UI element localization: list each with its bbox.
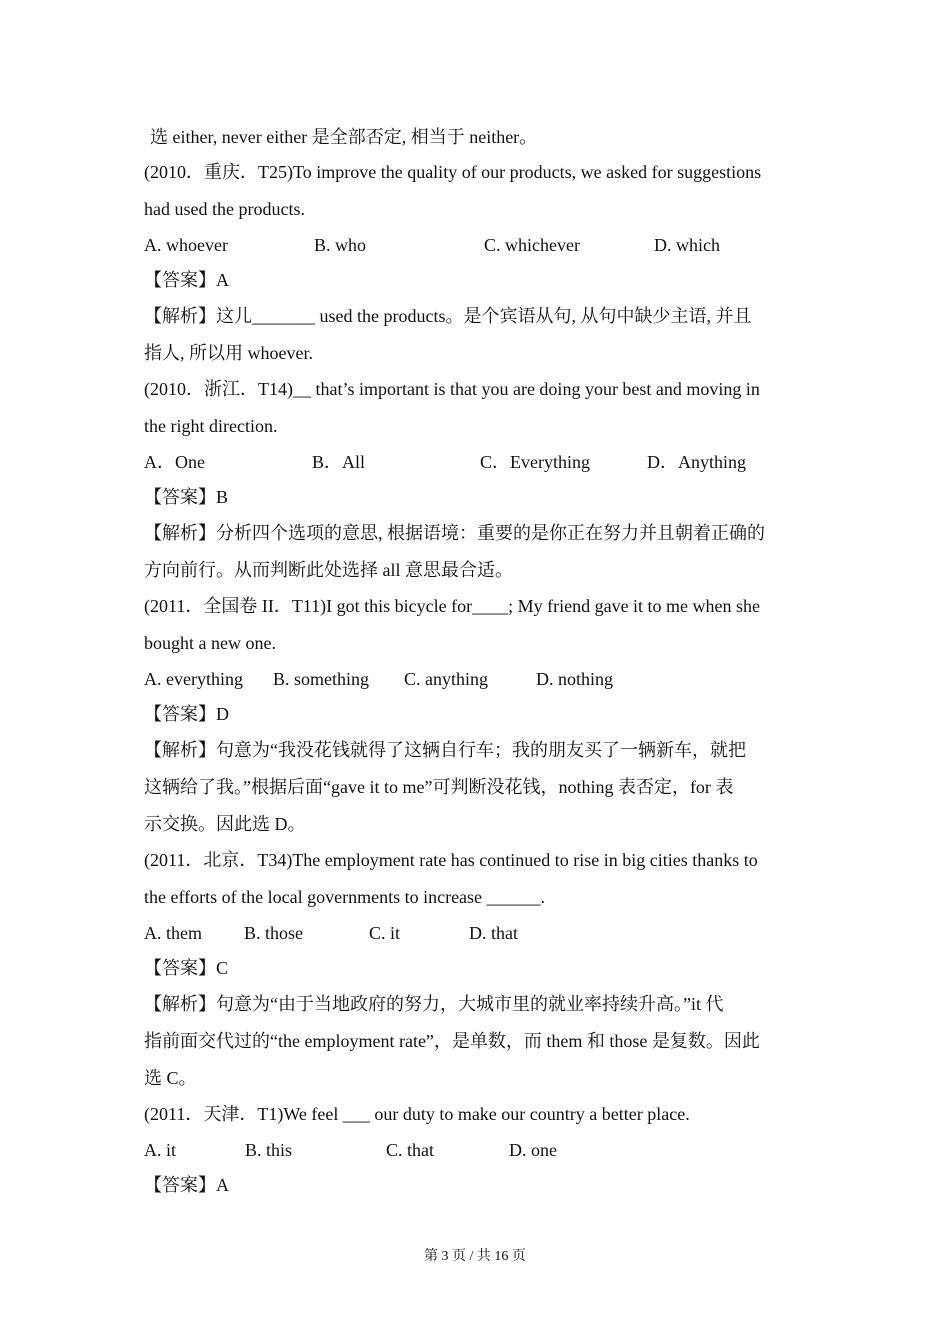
analysis-line: 指人, 所以用 whoever. (144, 343, 313, 363)
analysis-line: 选 C。 (144, 1068, 197, 1088)
question-line: (2011．天津．T1)We feel ___ our duty to make our country a better place. (144, 1104, 690, 1124)
analysis-line: 指前面交代过的“the employment rate”，是单数，而 them 和 those 是复数。因此 (144, 1031, 760, 1051)
option-b: B. those (244, 923, 304, 943)
option-d: D. nothing (536, 669, 614, 689)
analysis-line: 这辆给了我。”根据后面“gave it to me”可判断没花钱，nothing 表否定，for 表 (144, 777, 734, 797)
option-c: C. anything (404, 669, 488, 689)
question-line: (2011．北京．T34)The employment rate has continued to rise in big cities thanks to (144, 850, 758, 870)
question-line: bought a new one. (144, 633, 276, 653)
option-c: C. whichever (484, 235, 580, 255)
answer-line: 【答案】C (144, 958, 229, 978)
option-a: A. everything (144, 669, 243, 689)
option-d: D．Anything (647, 452, 746, 472)
analysis-line: 【解析】句意为“由于当地政府的努力，大城市里的就业率持续升高。”it 代 (144, 994, 724, 1014)
text-line: 选 either, never either 是全部否定, 相当于 neither。 (150, 127, 538, 147)
answer-line: 【答案】A (144, 1175, 229, 1195)
question-line: (2010．重庆．T25)To improve the quality of our products, we asked for suggestions (144, 162, 762, 182)
option-c: C. that (386, 1140, 434, 1160)
answer-line: 【答案】A (144, 270, 229, 290)
analysis-line: 方向前行。从而判断此处选择 all 意思最合适。 (144, 560, 513, 580)
analysis-line: 【解析】这儿_______ used the products。是个宾语从句, 从句中缺少主语, 并且 (144, 306, 752, 326)
option-c: C. it (369, 923, 401, 943)
option-a: A. it (144, 1140, 177, 1160)
option-d: D. one (509, 1140, 557, 1160)
option-d: D. which (654, 235, 720, 255)
question-line: the efforts of the local governments to increase ______. (144, 887, 546, 907)
option-a: A．One (144, 452, 205, 472)
question-line: (2011．全国卷 II．T11)I got this bicycle for____; My friend gave it to me when she (144, 596, 761, 616)
option-c: C．Everything (480, 452, 590, 472)
option-b: B. this (245, 1140, 293, 1160)
option-b: B. something (273, 669, 370, 689)
page-footer: 第 3 页 / 共 16 页 (424, 1249, 526, 1264)
question-line: (2010．浙江．T14)__ that’s important is that you are doing your best and moving in (144, 379, 760, 399)
analysis-line: 【解析】分析四个选项的意思, 根据语境：重要的是你正在努力并且朝着正确的 (144, 523, 765, 543)
option-a: A. whoever (144, 235, 228, 255)
analysis-line: 示交换。因此选 D。 (144, 814, 306, 834)
option-b: B．All (312, 452, 366, 472)
option-d: D. that (469, 923, 518, 943)
analysis-line: 【解析】句意为“我没花钱就得了这辆自行车；我的朋友买了一辆新车，就把 (144, 740, 746, 760)
question-line: had used the products. (144, 199, 305, 219)
answer-line: 【答案】D (144, 704, 229, 724)
question-line: the right direction. (144, 416, 278, 436)
option-a: A. them (144, 923, 202, 943)
answer-line: 【答案】B (144, 487, 229, 507)
option-b: B. who (314, 235, 367, 255)
